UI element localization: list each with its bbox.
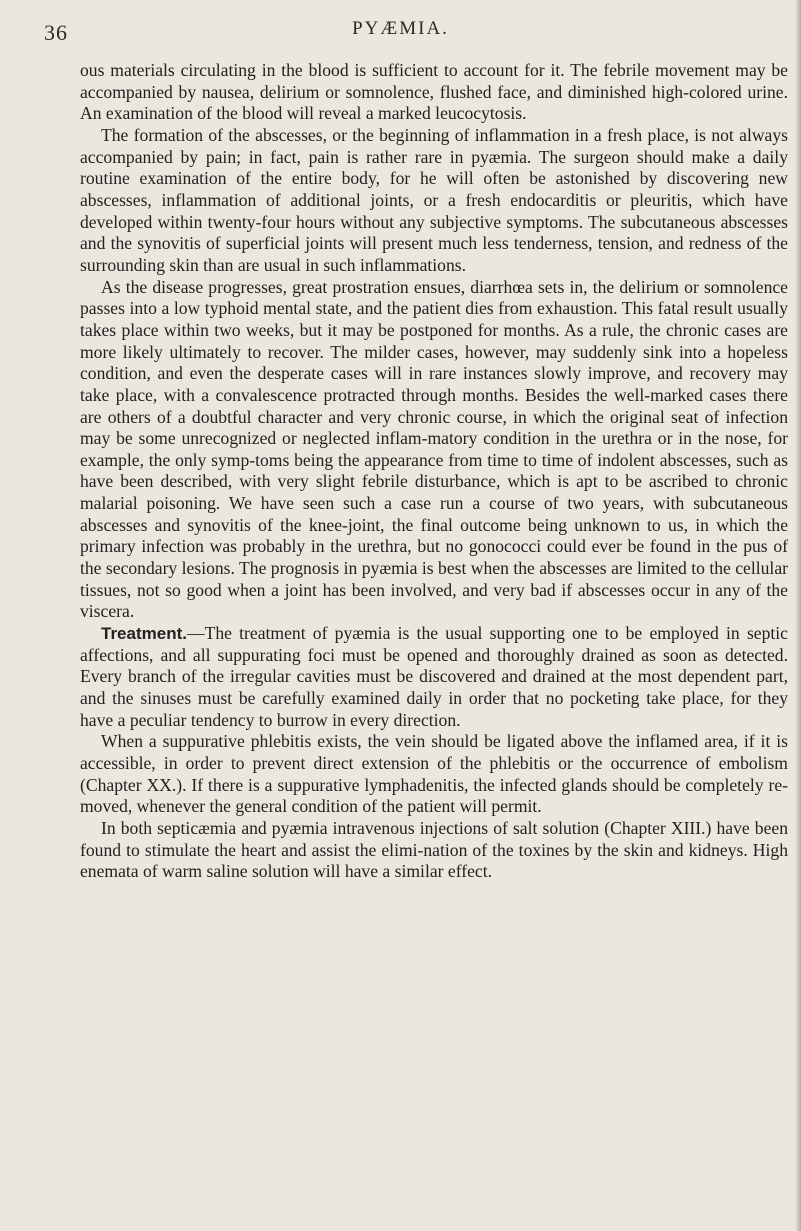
paragraph-abscess-formation: The formation of the abscesses, or the beginning of inflammation in a fresh place, is not always accompanied by pain; in fact, pain is rather rare in pyæmia. The surgeon should make a daily routine examination of the entire body, for he will often be astonished by discovering new abscesses, inflammation of additional joints, or a fresh endocarditis or pleuritis, which have developed within twenty-four hours without any subjective symptoms. The subcutaneous abscesses and the synovitis of superficial joints will present much less tenderness, tension, and redness of the surrounding skin than are usual in such inflammations.: [80, 124, 788, 275]
paragraph-disease-progression: As the disease progresses, great prostration ensues, diarrhœa sets in, the delirium or somnolence passes into a low typhoid mental state, and the patient dies from exhaustion. This fatal result usually takes place within two weeks, but it may be postponed for months. As a rule, the chronic cases are more likely ultimately to recover. The milder cases, however, may suddenly sink into a hopeless condition, and even the desperate cases will in rare instances slowly improve, and recovery may take place, with a convalescence protracted through months. Besides the well-marked cases there are others of a doubtful character and very chronic course, in which the original seat of infection may be some unrecognized or neglected inflam-matory condition in the urethra or in the nose, for example, the only symp-toms being the appearance from time to time of indolent abscesses, such as have been described, with very slight febrile disturbance, which is apt to be ascribed to chronic malarial poisoning. We have seen such a case run a course of two years, with subcutaneous abscesses and synovitis of the knee-joint, the final outcome being unknown to us, in which the primary infection was probably in the urethra, but no gonococci could ever be found in the pus of the secondary lesions. The prognosis in pyæmia is best when the abscesses are limited to the cellular tissues, not so good when a joint has been involved, and very bad if abscesses occur in any of the viscera.: [80, 276, 788, 622]
paragraph-phlebitis: When a suppurative phlebitis exists, the vein should be ligated above the inflamed area, if it is accessible, in order to prevent direct extension of the phlebitis or the occurrence of embolism (Chapter XX.). If there is a suppurative lymphadenitis, the infected glands should be completely re-moved, whenever the general condition of the patient will permit.: [80, 731, 788, 817]
page-header: [0, 8, 801, 44]
treatment-text: —The treatment of pyæmia is the usual supporting one to be employed in septic affections, and all suppurating foci must be opened and thoroughly drained as soon as detected. Every branch of the irregular cavities must be discovered and drained at the most dependent part, and the sinuses must be carefully examined daily in order that no pocketing take place, for they have a peculiar tendency to burrow in every direction.: [80, 623, 788, 730]
page-edge-shadow: [795, 0, 801, 1231]
page-number: 36: [44, 20, 68, 45]
running-head: PYÆMIA.: [352, 18, 449, 39]
paragraph-treatment: [80, 623, 788, 731]
paragraph-salt-solution: In both septicæmia and pyæmia intravenous injections of salt solution (Chapter XIII.) have been found to stimulate the heart and assist the elimi-nation of the toxines by the skin and kidneys. High enemata of warm saline solution will have a similar effect.: [80, 817, 788, 882]
body-text: [80, 60, 788, 883]
paragraph-continuation: ous materials circulating in the blood is sufficient to account for it. The febrile movement may be accompanied by nausea, delirium or somnolence, flushed face, and diminished high-colored urine. An examination of the blood will reveal a marked leucocytosis.: [80, 60, 788, 124]
treatment-heading: Treatment.: [101, 624, 187, 644]
